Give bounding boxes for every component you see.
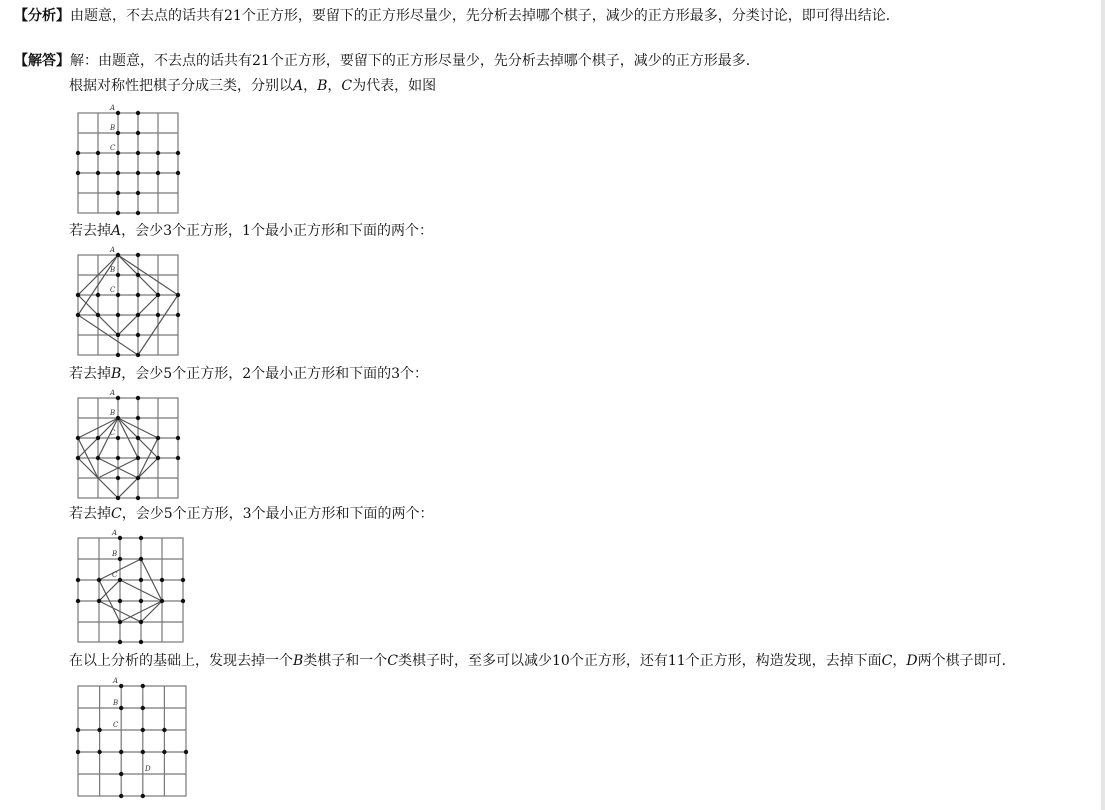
figure-4-remove-c [72, 528, 188, 646]
remove-c-line [69, 505, 434, 523]
text-segment: ， [327, 78, 342, 94]
text-segment: 在以上分析的基础上，发现去掉一个 [69, 653, 293, 669]
var-b: B [317, 78, 328, 94]
text-segment: ，会少5个正方形，2个最小正方形和下面的3个： [121, 366, 429, 382]
var-b: B [111, 366, 122, 382]
label-b: B [110, 124, 116, 132]
figure-3-remove-b [72, 388, 184, 502]
var-a: A [111, 223, 122, 239]
text-segment: ，会少3个正方形，1个最小正方形和下面的两个： [121, 223, 433, 239]
label-c: C [110, 144, 116, 152]
text-segment: 类棋子和一个 [303, 653, 388, 669]
remove-b-line [69, 365, 428, 383]
figure-2-remove-a [72, 245, 184, 359]
remove-a-line [69, 222, 433, 240]
solution-text: 解：由题意，不去点的话共有21个正方形，要留下的正方形尽量少，先分析去掉哪个棋子，减少的正方形最多． [70, 53, 760, 69]
solution-tag: 【解答】 [14, 53, 70, 69]
label-b: B [110, 409, 116, 417]
page-scrollbar[interactable] [1101, 0, 1105, 810]
var-d: D [906, 653, 918, 669]
analysis-text: 由题意，不去点的话共有21个正方形，要留下的正方形尽量少，先分析去掉哪个棋子，减少的正方形最多，分类讨论，即可得出结论． [70, 8, 900, 24]
figure-1-board [72, 103, 184, 217]
text-segment: 根据对称性把棋子分成三类，分别以 [69, 78, 293, 94]
label-c: C [110, 286, 116, 294]
analysis-line [14, 7, 900, 25]
label-a: A [112, 529, 118, 537]
text-segment: 类棋子时，至多可以减少10个正方形，还有11个正方形，构造发现，去掉下面 [398, 653, 882, 669]
label-a: A [113, 677, 119, 685]
text-segment: 若去掉 [69, 366, 111, 382]
var-c: C [341, 78, 353, 94]
classification-line [69, 77, 436, 95]
label-b: B [112, 550, 118, 558]
text-segment: 为代表，如图 [352, 78, 437, 94]
var-c: C [387, 653, 399, 669]
text-segment: ，会少5个正方形，3个最小正方形和下面的两个： [121, 506, 434, 522]
text-segment: 两个棋子即可． [917, 653, 1016, 669]
label-d: D [145, 765, 151, 773]
text-segment: ， [303, 78, 318, 94]
label-c: C [112, 571, 118, 579]
label-b: B [113, 699, 119, 707]
label-a: A [110, 389, 116, 397]
figure-5-remove-c-d [72, 676, 192, 802]
label-a: A [110, 246, 116, 254]
solution-line [14, 52, 760, 70]
text-segment: ， [892, 653, 907, 669]
label-b: B [110, 266, 116, 274]
label-c: C [113, 721, 119, 729]
var-a: A [293, 78, 304, 94]
var-c: C [881, 653, 893, 669]
label-c: C [110, 429, 116, 437]
text-segment: 若去掉 [69, 506, 111, 522]
analysis-tag: 【分析】 [14, 8, 70, 24]
label-a: A [110, 104, 116, 112]
conclusion-line [69, 652, 1016, 670]
text-segment: 若去掉 [69, 223, 111, 239]
var-b: B [293, 653, 304, 669]
var-c: C [111, 506, 122, 522]
